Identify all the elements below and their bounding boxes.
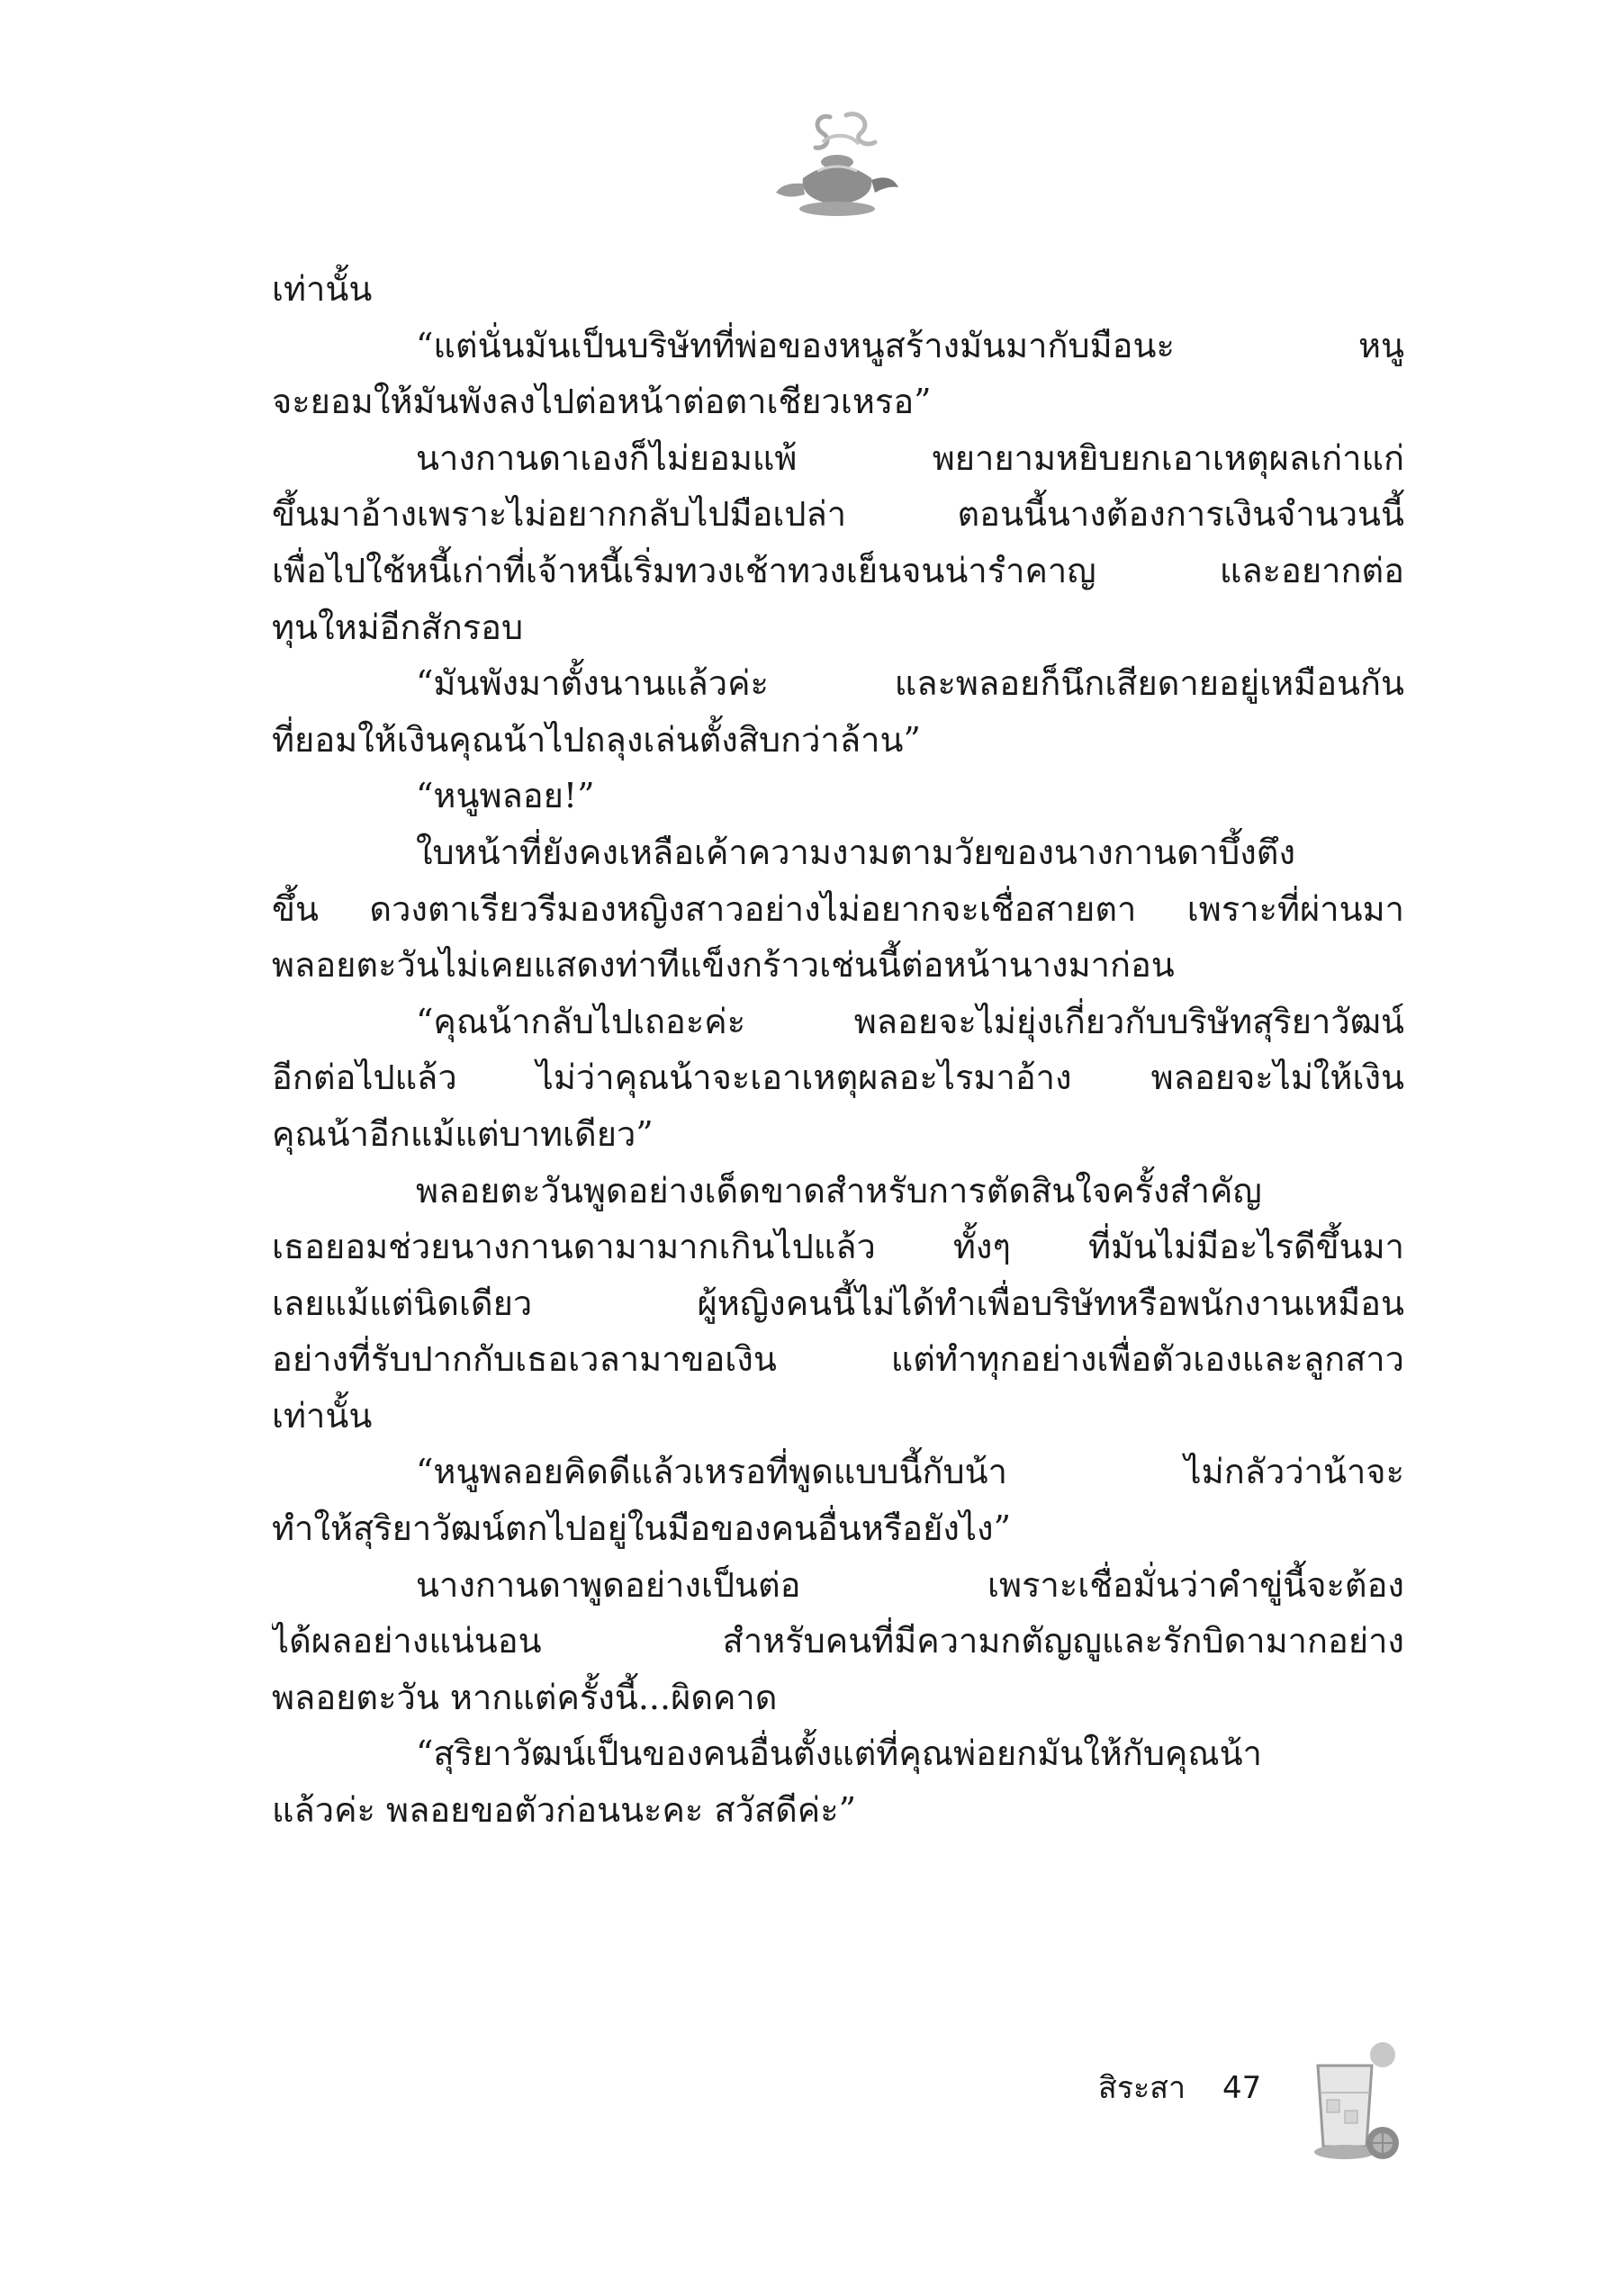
text-line: “คุณน้ากลับไปเถอะค่ะ พลอยจะไม่ยุ่งเกี่ยวกับบริษัทสุริยาวัฒน์ [416, 1001, 1404, 1041]
text-line: เพื่อไปใช้หนี้เก่าที่เจ้าหนี้เริ่มทวงเช้าทวงเย็นจนน่ารำคาญ และอยากต่อ [272, 550, 1404, 590]
story-text [272, 261, 1404, 1839]
text-line: จะยอมให้มันพังลงไปต่อหน้าต่อตาเชียวเหรอ” [272, 382, 932, 422]
text-line: พลอยตะวัน หากแต่ครั้งนี้...ผิดคาด [272, 1677, 778, 1717]
page-number: 47 [1222, 2070, 1262, 2106]
text-line: พลอยตะวันพูดอย่างเด็ดขาดสำหรับการตัดสินใจครั้งสำคัญ [416, 1170, 1262, 1211]
text-line: เท่านั้น [272, 1395, 373, 1436]
text-line: ที่ยอมให้เงินคุณน้าไปถลุงเล่นตั้งสิบกว่าล้าน” [272, 719, 921, 760]
text-line: ทุนใหม่อีกสักรอบ [272, 607, 524, 647]
text-line: “สุริยาวัฒน์เป็นของคนอื่นตั้งแต่ที่คุณพ่อยกมันให้กับคุณน้า [416, 1733, 1262, 1774]
text-line: ทำให้สุริยาวัฒน์ตกไปอยู่ในมือของคนอื่นหรือยังไง” [272, 1508, 1011, 1549]
text-line: คุณน้าอีกแม้แต่บาทเดียว” [272, 1113, 654, 1154]
lemon-glass-icon [1305, 2039, 1404, 2165]
text-line: ขึ้น ดวงตาเรียวรีมองหญิงสาวอย่างไม่อยากจะเชื่อสายตา เพราะที่ผ่านมา [272, 888, 1404, 929]
text-line: พลอยตะวันไม่เคยแสดงท่าทีแข็งกร้าวเช่นนี้ต่อหน้านางมาก่อน [272, 945, 1175, 986]
text-line: นางกานดาเองก็ไม่ยอมแพ้ พยายามหยิบยกเอาเหตุผลเก่าแก่ [416, 437, 1404, 478]
text-line: ได้ผลอย่างแน่นอน สำหรับคนที่มีความกตัญญูและรักบิดามากอย่าง [272, 1621, 1404, 1661]
text-line: ใบหน้าที่ยังคงเหลือเค้าความงามตามวัยของนางกานดาบึ้งตึง [416, 832, 1295, 872]
text-line: นางกานดาพูดอย่างเป็นต่อ เพราะเชื่อมั่นว่าคำขู่นี้จะต้อง [416, 1564, 1404, 1605]
text-line: ขึ้นมาอ้างเพราะไม่อยากกลับไปมือเปล่า ตอนนี้นางต้องการเงินจำนวนนี้ [272, 494, 1404, 535]
text-line: อย่างที่รับปากกับเธอเวลามาขอเงิน แต่ทำทุกอย่างเพื่อตัวเองและลูกสาว [272, 1339, 1404, 1380]
text-line: “แต่นั่นมันเป็นบริษัทที่พ่อของหนูสร้างมันมากับมือนะ หนู [416, 325, 1404, 365]
text-line: “มันพังมาตั้งนานแล้วค่ะ และพลอยก็นึกเสียดายอยู่เหมือนกัน [416, 663, 1404, 704]
book-title: สิระสา [1098, 2070, 1186, 2106]
text-line: “หนูพลอยคิดดีแล้วเหรอที่พูดแบบนี้กับน้า ไม่กลัวว่าน้าจะ [416, 1452, 1404, 1492]
text-line: เธอยอมช่วยนางกานดามามากเกินไปแล้ว ทั้งๆ ที่มันไม่มีอะไรดีขึ้นมา [272, 1227, 1404, 1267]
text-line: “หนูพลอย!” [416, 776, 595, 816]
text-line: เท่านั้น [272, 269, 373, 309]
teapot-with-flourish-icon [767, 106, 902, 228]
text-line: เลยแม้แต่นิดเดียว ผู้หญิงคนนี้ไม่ได้ทำเพื่อบริษัทหรือพนักงานเหมือน [272, 1283, 1404, 1323]
text-line: อีกต่อไปแล้ว ไม่ว่าคุณน้าจะเอาเหตุผลอะไรมาอ้าง พลอยจะไม่ให้เงิน [272, 1058, 1404, 1098]
text-line: แล้วค่ะ พลอยขอตัวก่อนนะคะ สวัสดีค่ะ” [272, 1790, 857, 1831]
